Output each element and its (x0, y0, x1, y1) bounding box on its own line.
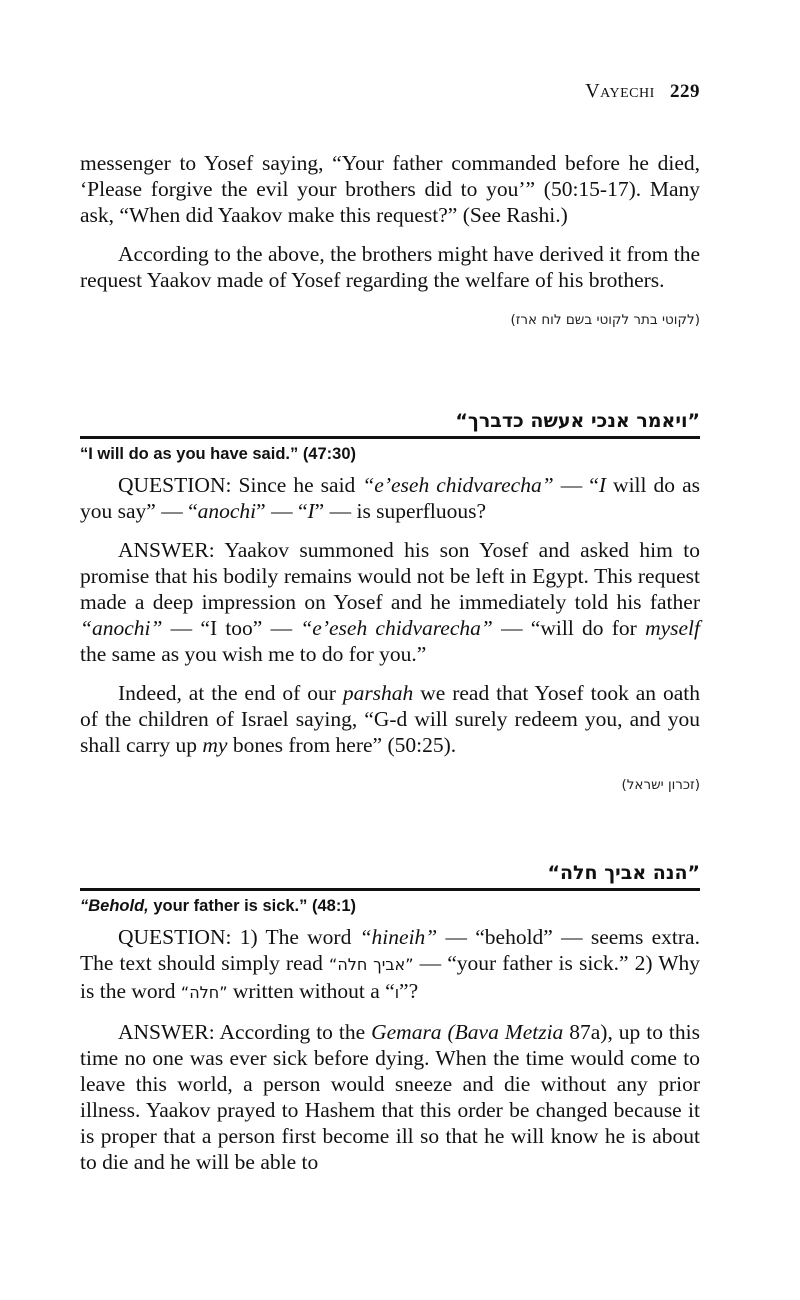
intro-paragraph-1: messenger to Yosef saying, “Your father commanded before he died, ‘Please forgive the evil your brothers did to you’” (50:15-17). Many ask, “When did Yaakov make this request?” (See Rashi.) (80, 151, 700, 227)
answer-paragraph: ANSWER: According to the Gemara (Bava Metzia 87a), up to this time no one was ever sick before dying. When the time would come to leave this world, a person would sneeze and die without any prior illness. Yaakov prayed to Hashem that this order be changed because it is proper that a person first become ill so that he will know he is about to die and he will be able to (80, 1020, 700, 1174)
question-paragraph: QUESTION: 1) The word “hineih” — “behold” — seems extra. The text should simply read ”אביך חלה“ — “your father is sick.” 2) Why is the word ”חלה“ written without a “ו”? (80, 925, 701, 1003)
section-hineih (80, 862, 700, 1188)
verse-translation: “I will do as you have said.” (47:30) (80, 445, 357, 463)
verse-translation: “Behold, your father is sick.” (48:1) (80, 897, 356, 915)
page-number: 229 (670, 81, 700, 102)
heading-rule (80, 436, 700, 439)
source-citation: (זכרון ישראל) (621, 777, 700, 793)
section-anochi (80, 410, 700, 793)
indeed-paragraph: Indeed, at the end of our parshah we read that Yosef took an oath of the children of Israel saying, “G-d will surely redeem you, and you shall carry up my bones from here” (50:25). (80, 681, 700, 757)
answer-paragraph: ANSWER: Yaakov summoned his son Yosef and asked him to promise that his bodily remains would not be left in Egypt. This request made a deep impression on Yosef and he immediately told his father “anochi” — “I too” — “e’eseh chidvarecha” — “will do for myself the same as you wish me to do for you.” (80, 538, 700, 666)
question-paragraph: QUESTION: Since he said “e’eseh chidvarecha” — “I will do as you say” — “anochi” — “I” — is superfluous? (80, 473, 700, 523)
hebrew-heading: ”ויאמר אנכי אעשה כדברך“ (455, 410, 700, 432)
running-head (585, 80, 700, 103)
running-title: Vayechi (585, 80, 655, 102)
intro-paragraph-2: According to the above, the brothers might have derived it from the request Yaakov made of Yosef regarding the welfare of his brothers. (80, 242, 700, 292)
source-citation: (לקוטי בתר לקוטי בשם לוח ארז) (510, 312, 700, 328)
intro-block (80, 150, 700, 328)
hebrew-heading: ”הנה אביך חלה“ (547, 862, 700, 884)
heading-rule (80, 888, 700, 891)
